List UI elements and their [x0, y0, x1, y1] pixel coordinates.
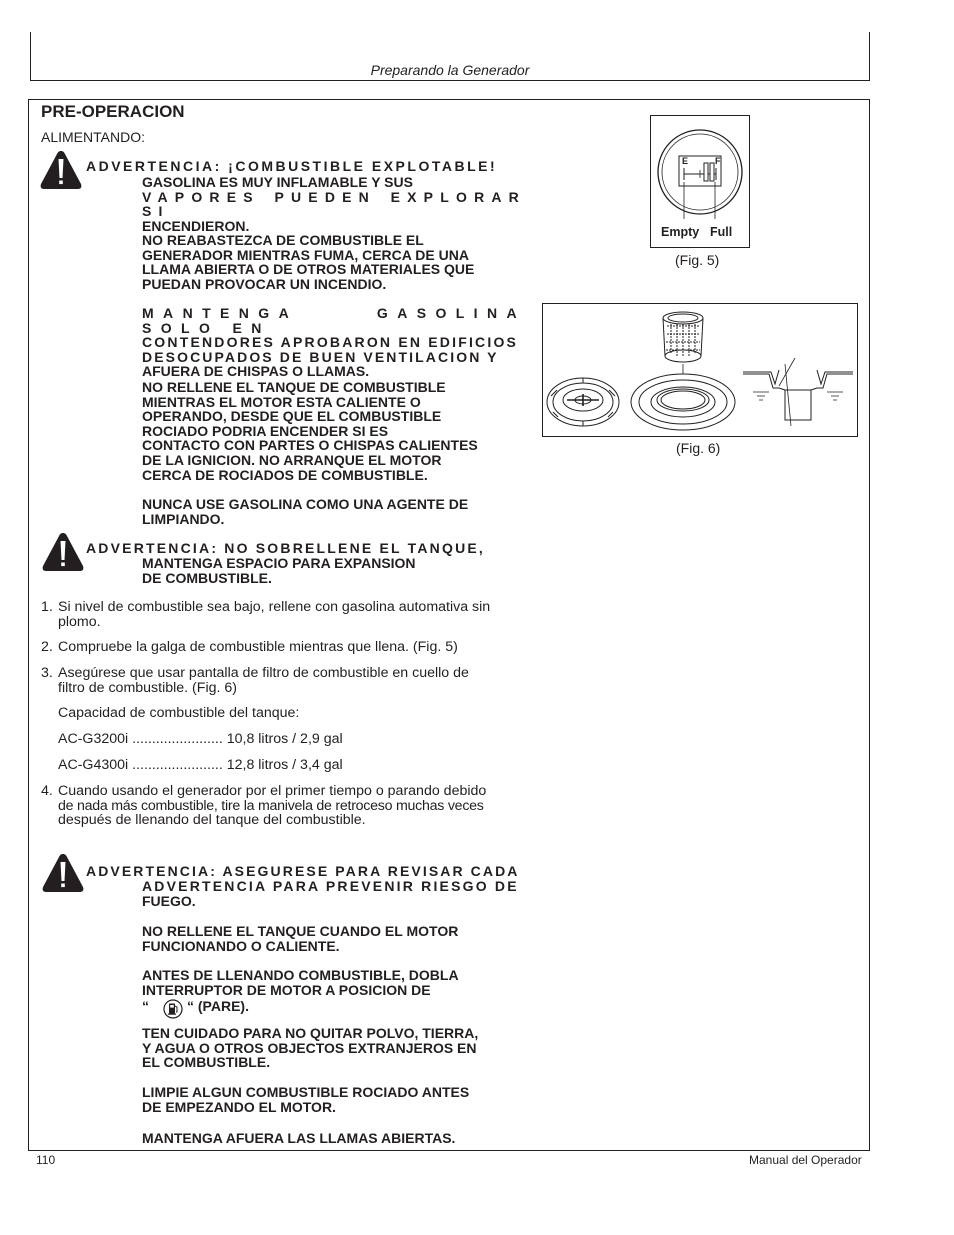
warning-triangle-icon [39, 150, 83, 190]
fuel-filter-diagram-icon [543, 304, 857, 436]
warning1-para2 [142, 233, 526, 291]
w3-p1-l2: FUEGO. [142, 892, 196, 909]
step-1-l1: Si nivel de combustible sea bajo, rellene con gasolina automativa sin [58, 599, 491, 615]
w3-p3-l2: INTERRUPTOR DE MOTOR A POSICION DE [142, 981, 431, 998]
w3-p3-l3 [142, 997, 526, 1015]
w3-p2-l2: FUNCIONANDO O CALIENTE. [142, 937, 340, 954]
filler-neck-icon [631, 374, 735, 430]
section-subtitle: ALIMENTANDO: [41, 129, 145, 145]
w1-p2-l1: NO REABASTEZCA DE COMBUSTIBLE EL [142, 232, 424, 248]
page-header-title [0, 62, 900, 78]
warning3-para5 [142, 1085, 526, 1114]
section-title: PRE-OPERACION [41, 102, 185, 121]
w1-p3-l2: CONTENDORES APROBARON EN EDIFICIOS [142, 334, 519, 351]
warning2-body [142, 556, 526, 585]
w2-l1: MANTENGA ESPACIO PARA EXPANSION [142, 555, 416, 571]
step-4-l1: Cuando usando el generador por el primer tiempo o parando debido [58, 783, 487, 799]
w3-p6-l1: MANTENGA AFUERA LAS LLAMAS ABIERTAS. [142, 1130, 456, 1146]
warning1-para4 [142, 380, 526, 482]
capacity-row-g3200: AC-G3200i ....................... 10,8 litros / 2,9 gal [58, 731, 343, 747]
w3-p5-l2: DE EMPEZANDO EL MOTOR. [142, 1098, 336, 1115]
w1-p1-l3: ENCENDIERON. [142, 217, 250, 234]
w1-p1-l2: VAPORES PUEDEN EXPLORAR SI [142, 188, 526, 220]
w1-p1-l1: GASOLINA ES MUY INFLAMABLE Y SUS [142, 174, 413, 190]
w3-p4-l3: EL COMBUSTIBLE. [142, 1054, 271, 1071]
w1-p5-l1: NUNCA USE GASOLINA COMO UNA AGENTE DE [142, 496, 469, 512]
gauge-label-e: E [682, 156, 689, 166]
filter-screen-icon [663, 312, 703, 374]
step-2 [41, 640, 526, 655]
step-3 [41, 666, 526, 695]
w3-quote-open: “ [142, 998, 149, 1015]
w1-p4-l7: CERCA DE ROCIADOS DE COMBUSTIBLE. [142, 466, 428, 483]
w1-p3-l4: AFUERA DE CHISPAS O LLAMAS. [142, 363, 370, 380]
warning2-first-line: ADVERTENCIA: NO SOBRELLENE EL TANQUE, [86, 540, 486, 556]
w3-p5-l1: LIMPIE ALGUN COMBUSTIBLE ROCIADO ANTES [142, 1084, 470, 1100]
step-2-l1: Compruebe la galga de combustible mientras que llena. (Fig. 5) [58, 639, 458, 655]
fig6-caption: (Fig. 6) [676, 440, 721, 456]
cross-section-icon [743, 358, 853, 426]
w1-p4-l3: OPERANDO, DESDE QUE EL COMBUSTIBLE [142, 408, 442, 425]
w1-p4-l1: NO RELLENE EL TANQUE DE COMBUSTIBLE [142, 379, 446, 395]
step-2-number: 2. [41, 639, 53, 655]
warning3-first-line: ADVERTENCIA: ASEGURESE PARA REVISAR CADA [86, 863, 520, 879]
step-4-number: 4. [41, 783, 53, 799]
w3-p4-l2: Y AGUA O OTROS OBJECTOS EXTRANJEROS EN [142, 1039, 477, 1056]
w1-p2-l4: PUEDAN PROVOCAR UN INCENDIO. [142, 275, 387, 292]
w1-p4-l2: MIENTRAS EL MOTOR ESTA CALIENTE O [142, 393, 421, 410]
w1-p3-l3: DESOCUPADOS DE BUEN VENTILACION Y [142, 348, 499, 365]
step-4-l2: de nada más combustible, tire la manivela de retroceso muchas veces [58, 797, 484, 814]
warning1-first-line: ADVERTENCIA: ¡COMBUSTIBLE EXPLOTABLE! [86, 158, 498, 174]
step-4 [41, 784, 526, 828]
header-rule-bottom [30, 80, 870, 81]
w3-p4-l1: TEN CUIDADO PARA NO QUITAR POLVO, TIERRA, [142, 1025, 479, 1041]
warning3-para2 [142, 924, 526, 953]
warning3-para4 [142, 1026, 526, 1070]
step-1 [41, 600, 526, 629]
step-1-number: 1. [41, 599, 53, 615]
warning3-para1 [142, 879, 526, 908]
w1-p4-l6: DE LA IGNICION. NO ARRANQUE EL MOTOR [142, 451, 442, 468]
step-3-number: 3. [41, 665, 53, 681]
gauge-full-label: Full [710, 225, 733, 239]
warning1-para1 [142, 175, 526, 233]
step-3-l1: Asegúrese que usar pantalla de filtro de combustible en cuello de [58, 665, 469, 681]
warning-triangle-icon [41, 853, 85, 893]
page-number: 110 [36, 1153, 56, 1167]
w1-p4-l4: ROCIADO PODRIA ENCENDER SI ES [142, 422, 389, 439]
step-4-l3: después de llenando del tanque del combustible. [58, 812, 366, 829]
capacity-row-g4300: AC-G4300i ....................... 12,8 litros / 3,4 gal [58, 757, 343, 773]
step-1-l2: plomo. [58, 613, 101, 630]
gauge-empty-label: Empty [661, 225, 700, 239]
warning1-para5 [142, 497, 526, 526]
fig5-fuel-gauge [650, 115, 750, 248]
footer-manual-title: Manual del Operador [749, 1153, 862, 1167]
w3-quote-tail: “ (PARE). [187, 998, 249, 1015]
gauge-label-f: F [715, 156, 721, 166]
w1-p2-l2: GENERADOR MIENTRAS FUMA, CERCA DE UNA [142, 246, 469, 263]
fig5-caption: (Fig. 5) [675, 252, 720, 268]
fuel-pump-off-icon [162, 999, 184, 1019]
warning-triangle-icon [41, 532, 85, 572]
w3-p1-l1: ADVERTENCIA PARA PREVENIR RIESGO DE [142, 878, 519, 894]
w1-p4-l5: CONTACTO CON PARTES O CHISPAS CALIENTES [142, 437, 478, 454]
w1-p5-l2: LIMPIANDO. [142, 510, 225, 527]
warning3-para6 [142, 1131, 526, 1146]
warning1-para3 [142, 306, 526, 379]
w3-p2-l1: NO RELLENE EL TANQUE CUANDO EL MOTOR [142, 923, 459, 939]
w3-p3-l1: ANTES DE LLENANDO COMBUSTIBLE, DOBLA [142, 967, 459, 983]
capacity-label: Capacidad de combustible del tanque: [58, 705, 300, 721]
step-3-l2: filtro de combustible. (Fig. 6) [58, 679, 237, 696]
warning3-para3 [142, 968, 526, 1015]
w2-l2: DE COMBUSTIBLE. [142, 569, 272, 586]
header-title-text: Preparando la Generador [370, 62, 530, 78]
w1-p3-l1: MANTENGA GASOLINA SOLO EN [142, 305, 526, 336]
w1-p2-l3: LLAMA ABIERTA O DE OTROS MATERIALES QUE [142, 261, 475, 278]
fuel-cap-icon [547, 378, 619, 426]
fig6-fuel-filter [542, 303, 858, 437]
